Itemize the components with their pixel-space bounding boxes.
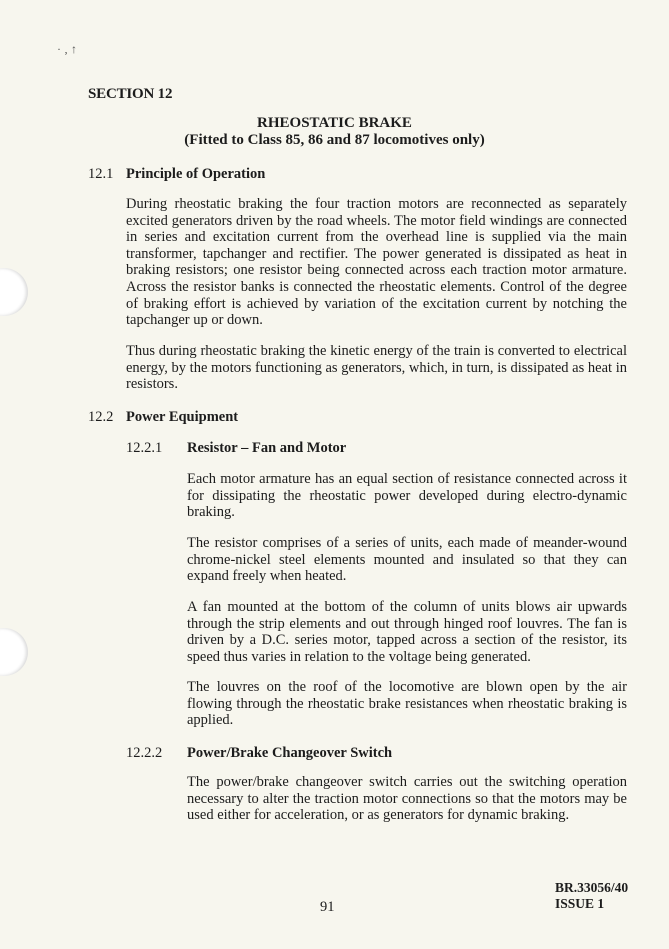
heading-principle-of-operation: Principle of Operation bbox=[126, 166, 266, 182]
heading-resistor-fan-motor: Resistor – Fan and Motor bbox=[187, 440, 347, 456]
paragraph: Each motor armature has an equal section of resistance connected across it for dissipating the rheostatic power developed during electro-dynamic braking. bbox=[187, 471, 627, 521]
heading-power-equipment: Power Equipment bbox=[126, 409, 239, 425]
paragraph: A fan mounted at the bottom of the column of units blows air upwards through the strip elements and out through hinged roof louvres. The fan is driven by a D.C. series motor, tapped across a section of the resistor, its speed thus varies in relation to the voltage being generated. bbox=[187, 599, 627, 665]
punch-hole-bottom bbox=[0, 628, 28, 676]
paragraph: The resistor comprises of a series of units, each made of meander-wound chrome-nickel steel elements mounted and insulated so that they can expand freely when heated. bbox=[187, 535, 627, 585]
section-label: SECTION 12 bbox=[88, 86, 173, 102]
section-number-12-2: 12.2 bbox=[88, 409, 114, 425]
page-title: RHEOSTATIC BRAKE bbox=[257, 115, 412, 131]
document-reference bbox=[555, 880, 628, 912]
punch-hole-top bbox=[0, 268, 28, 316]
paragraph: During rheostatic braking the four traction motors are reconnected as separately excited generators driven by the road wheels. The motor field windings are connected in series and excitation current from the overhead line is supplied via the main transformer, tapchanger and rectifier. The power generated is dissipated as heat in braking resistors; one resistor being connected across each traction motor armature. Across the resistor banks is connected the rheostatic elements. Control of the degree of braking effort is achieved by variation of the excitation current by notching the tapchanger up or down. bbox=[126, 196, 627, 329]
paragraph: Thus during rheostatic braking the kinetic energy of the train is converted to electrical energy, by the motors functioning as generators, which, in turn, is dissipated as heat in resistors. bbox=[126, 343, 627, 393]
reference-number: BR.33056/40 bbox=[555, 880, 629, 895]
margin-mark: · ‚ ↑ bbox=[57, 42, 77, 56]
section-number-12-1: 12.1 bbox=[88, 166, 114, 182]
paragraph: The power/brake changeover switch carries out the switching operation necessary to alter the traction motor connections so that the motors may be used either for acceleration, or as generators for dynamic braking. bbox=[187, 774, 627, 824]
page-number: 91 bbox=[320, 899, 335, 915]
section-number-12-2-2: 12.2.2 bbox=[126, 745, 163, 761]
issue-number: ISSUE 1 bbox=[555, 896, 605, 911]
paragraph: The louvres on the roof of the locomotive are blown open by the air flowing through the rheostatic brake resistances when rheostatic braking is applied. bbox=[187, 679, 627, 729]
heading-power-brake-changeover: Power/Brake Changeover Switch bbox=[187, 745, 393, 761]
section-number-12-2-1: 12.2.1 bbox=[126, 440, 163, 456]
page-subtitle: (Fitted to Class 85, 86 and 87 locomotives only) bbox=[184, 132, 485, 148]
